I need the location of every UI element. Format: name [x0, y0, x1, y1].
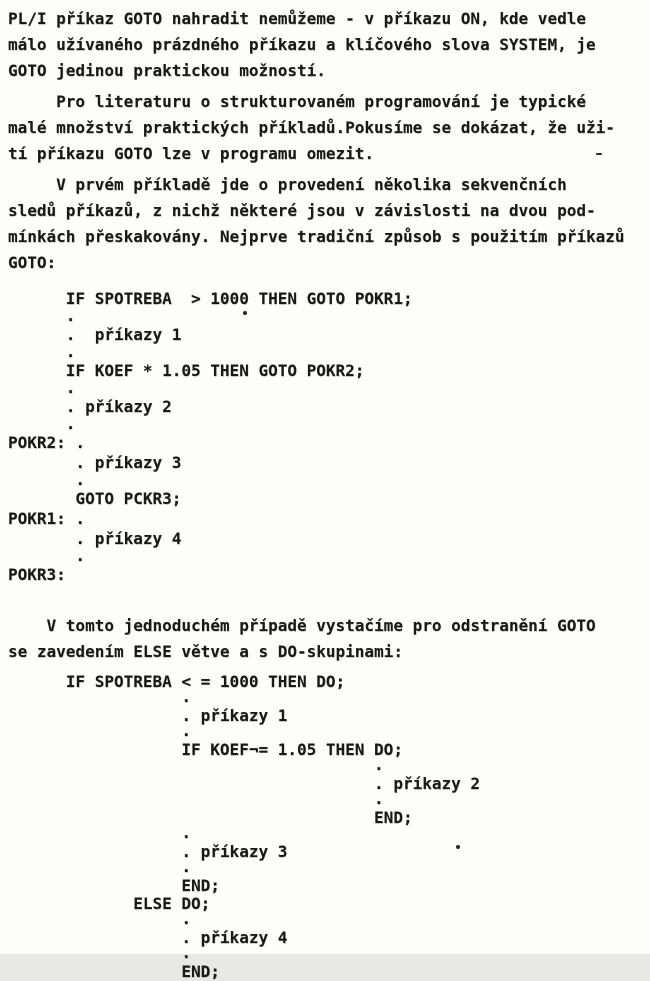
text-line: mínkách přeskakovány. Nejprve tradiční způsob s použitím příkazů — [8, 227, 625, 246]
text-line: GOTO: — [8, 253, 57, 272]
text-line: GOTO PCKR3; — [8, 489, 182, 508]
text-line: . — [8, 470, 86, 489]
text-line: . — [8, 687, 192, 706]
text-line: . příkazy 2 — [8, 774, 481, 793]
text-line: V tomto jednoduchém případě vystačíme pro odstranění GOTO — [8, 616, 596, 635]
text-line: . — [8, 755, 384, 774]
scan-artifact — [596, 153, 602, 155]
text-line: málo užívaného prázdného příkazu a klíčového slova SYSTEM, je — [8, 35, 596, 54]
text-line: END; — [8, 876, 220, 895]
scan-artifact — [456, 845, 460, 849]
text-line: . — [8, 414, 76, 433]
text-line: END; — [8, 962, 220, 981]
paragraph-first-example-intro — [8, 172, 650, 276]
text-line: . — [8, 857, 192, 876]
text-line: . příkazy 1 — [8, 325, 182, 344]
text-line: IF KOEF * 1.05 THEN GOTO POKR2; — [8, 361, 365, 380]
text-line: . příkazy 2 — [8, 397, 172, 416]
text-line: . příkazy 3 — [8, 453, 182, 472]
text-line: malé množství praktických příkladů.Pokusíme se dokázat, že uži- — [8, 118, 615, 137]
text-line: PL/I příkaz GOTO nahradit nemůžeme - v příkazu ON, kde vedle — [8, 9, 586, 28]
text-line: ELSE DO; — [8, 894, 211, 913]
text-line: tí příkazu GOTO lze v programu omezit. — [8, 144, 375, 163]
text-line: . příkazy 4 — [8, 529, 182, 548]
text-line: IF SPOTREBA > 1000 THEN GOTO POKR1; — [8, 289, 413, 308]
text-line: . — [8, 823, 192, 842]
scan-artifact — [243, 311, 247, 315]
code-example-goto-version — [8, 289, 650, 585]
text-line: . — [8, 546, 86, 565]
text-line: Pro literaturu o strukturovaném programování je typické — [8, 92, 586, 111]
text-line: . příkazy 1 — [8, 706, 288, 725]
text-line: POKR2: . — [8, 433, 86, 452]
text-line: . příkazy 3 — [8, 842, 288, 861]
text-line: sledů příkazů, z nichž některé jsou v závislosti na dvou pod- — [8, 201, 596, 220]
text-line: . — [8, 342, 76, 361]
text-line: . — [8, 306, 76, 325]
text-line: . — [8, 378, 76, 397]
text-line: . příkazy 4 — [8, 928, 288, 947]
text-line: V prvém příkladě jde o provedení několika sekvenčních — [8, 175, 567, 194]
code-example-structured-version — [8, 673, 650, 981]
text-line: se zavedením ELSE větve a s DO-skupinami: — [8, 642, 403, 661]
paragraph-goto-on-statement — [8, 6, 650, 84]
text-line: IF KOEF¬= 1.05 THEN DO; — [8, 740, 403, 759]
paragraph-else-do-groups-intro — [8, 613, 650, 665]
text-line: . — [8, 789, 384, 808]
text-line: IF SPOTREBA < = 1000 THEN DO; — [8, 672, 346, 691]
text-line: . — [8, 943, 192, 962]
text-line: . — [8, 909, 192, 928]
paragraph-literature-structured-programming — [8, 89, 650, 167]
text-line: GOTO jedinou praktickou možností. — [8, 61, 326, 80]
text-line: END; — [8, 808, 413, 827]
text-line: POKR3: — [8, 565, 66, 584]
text-line: . — [8, 721, 192, 740]
text-line: POKR1: . — [8, 509, 86, 528]
